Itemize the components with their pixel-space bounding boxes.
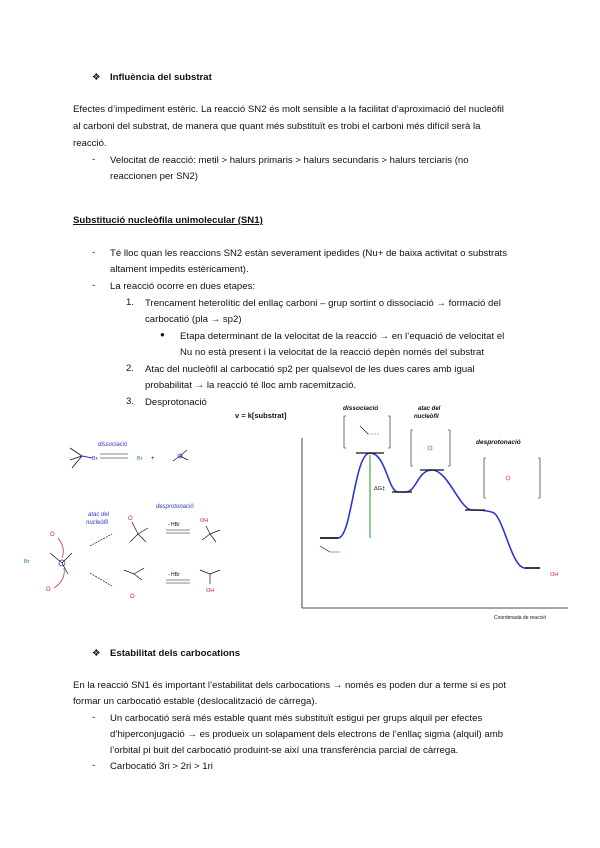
step1-line: carbocatió (pla → sp2) (145, 314, 242, 325)
step-number: 2. (126, 363, 135, 374)
step-number: 1. (126, 297, 135, 308)
sn1-bullet-line: Té lloc quan les reaccions SN2 estàn severament ipedides (Nu+ de baixa activitat o substrats (110, 248, 508, 259)
carbocation-para-line: formar un carbocatió estable (deslocalització de càrrega). (73, 696, 318, 707)
mech-br: Br (137, 456, 143, 462)
substrate-para-line: al carboni del substrat, de manera que quant més substituït es trobi el carboni més difícil serà la (73, 121, 481, 132)
substrate-bullet-line: Velocitat de reacció: metil > halurs primaris > halurs secundaris > halurs terciaris (no (110, 155, 469, 166)
svg-text:O: O (128, 516, 133, 522)
label-dissociacio: dissociació (343, 405, 379, 412)
step3-line: Desprotonació (145, 397, 207, 408)
label-atac-del: atac del (418, 406, 441, 412)
step2-line: probabilitat → la reacció té lloc amb racemització. (145, 380, 357, 391)
diamond-bullet-icon: ❖ (92, 72, 101, 83)
substrate-bullet-line: reaccionen per SN2) (110, 171, 198, 182)
energy-diagram (302, 405, 568, 621)
dash-bullet: - (92, 154, 96, 165)
dash-bullet: - (92, 760, 96, 771)
substrate-para-line: reacció. (73, 138, 107, 149)
dissociation-scheme (70, 442, 188, 468)
mech-nucleofil: nucleòfil (86, 520, 109, 526)
mech-hbr-1: - HBr (168, 522, 180, 528)
mech-dissociacio: dissociació (98, 442, 128, 448)
carbocation-bullet-line: Carbocatió 3ri > 2ri > 1ri (110, 761, 213, 772)
delta-g-label: ΔG‡ (374, 486, 386, 492)
svg-text:O: O (50, 532, 55, 538)
attack-scheme (24, 504, 220, 600)
step1-line: Trencament heterolític del enllaç carboni – grup sortint o dissociació → formació del (145, 298, 501, 309)
dash-bullet: - (92, 280, 96, 291)
step2-line: Atac del nucleòfil al carbocatió sp2 per qualsevol de les dues cares amb igual (145, 364, 475, 375)
dash-bullet: - (92, 712, 96, 723)
label-nucleofil: nucleòfil (414, 414, 439, 420)
step-number: 3. (126, 396, 135, 407)
substep-line: Etapa determinant de la velocitat de la reacció → en l’equació de velocitat el (180, 331, 505, 342)
carbocation-bullet-line: d’hiperconjugació → es produeix un solapament dels electrons de l’enllaç sigma (alquil) amb (110, 729, 504, 740)
mech-hbr-2: - HBr (168, 572, 180, 578)
carbocation-bullet-line: l’orbital pi buit del carbocatió produint-se així una transferència parcial de càrrega. (110, 745, 459, 756)
carbocation-bullet-line: Un carbocatió serà més estable quant més substituït estigui per grups alquil per efectes (110, 713, 483, 724)
heading-substrate: Influència del substrat (110, 72, 212, 83)
svg-text:O: O (46, 587, 51, 593)
rate-equation: v = k[substrat] (235, 411, 287, 420)
sn1-bullet-line: altament impedits estèricament). (110, 264, 249, 275)
substep-line: Nu no està present i la velocitat de la reacció depèn només del substrat (180, 347, 484, 358)
mech-atac-del: atac del (88, 512, 110, 518)
svg-text:OH: OH (206, 588, 215, 594)
svg-text:Br: Br (92, 456, 98, 462)
heading-sn1: Substitució nucleòfila unimolecular (SN1) (73, 215, 263, 226)
dash-bullet: - (92, 247, 96, 258)
sn1-bullet-line: La reacció ocorre en dues etapes: (110, 281, 256, 292)
diamond-bullet-icon: ❖ (92, 648, 101, 659)
round-bullet-icon: ● (160, 330, 165, 339)
substrate-para-line: Efectes d’impediment estèric. La reacció SN2 és molt sensible a la facilitat d’aproximació del nucleòfil (73, 104, 504, 115)
svg-text:OH: OH (200, 518, 209, 524)
label-desprotonacio: desprotonació (476, 439, 521, 446)
x-axis-label: Coordenada de reacció (494, 615, 546, 621)
svg-text:Br: Br (24, 559, 30, 565)
mech-plus: + (151, 456, 155, 462)
carbocation-para-line: En la reacció SN1 és important l’estabilitat dels carbocations → només es poden dur a terme si es pot (73, 680, 507, 691)
sn1-mechanism-figure (20, 398, 580, 628)
svg-text:OH: OH (550, 572, 559, 578)
svg-text:O: O (130, 594, 135, 600)
heading-carbocations: Estabilitat dels carbocations (110, 648, 241, 659)
mech-desprotonacio: desprotonació (156, 504, 194, 510)
